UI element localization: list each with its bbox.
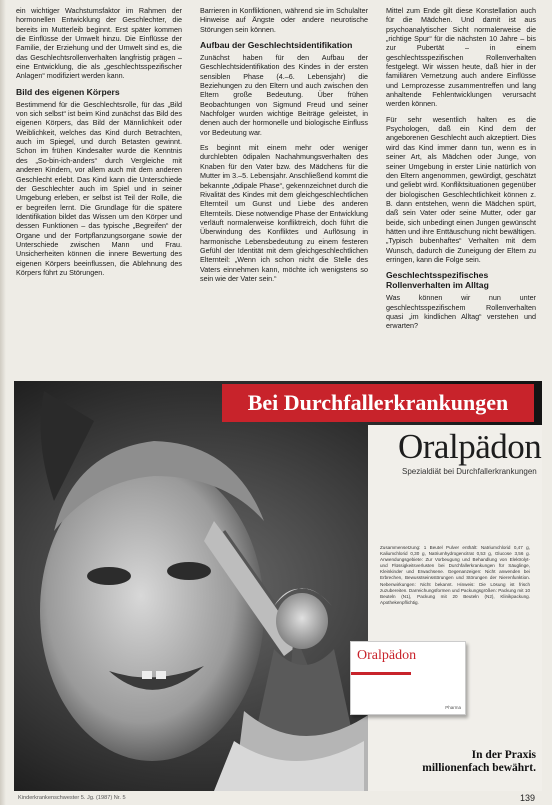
brand-logo: Oralpädon xyxy=(398,427,542,466)
text-column-right xyxy=(386,6,536,337)
paragraph: Was können wir nun unter geschlechtsspezifischem Rollenverhalten quasi „im kindlichen Alltag“ verstehen und erwarten? xyxy=(386,293,536,331)
paragraph: Für sehr wesentlich halten es die Psychologen, daß ein Kind dem der angeborenen Geschlecht auch akzeptiert. Dies wird das Kind immer dann tun, wenn es in seiner Art, als Mädchen oder Junge, von seiner Umgebung in erster Linie natürlich von den Eltern angenommen, gewürdigt, geschätzt und geliebt wird. Konfliktsituationen gegenüber der biologischen Geschlechtlichkeit können z. B. dann entstehen, wenn die Mädchen spürt, daß sein Vater oder seine Mutter, oder gar beide, sich unbedingt einen Jungen gewünscht hätten und ihre Enttäuschung nicht bewältigen. „Typisch bubenhaftes“ Verhalten mit dem Wunsch, dadurch die Zuneigung der Eltern zu erringen, kann die Folge sein. xyxy=(386,114,536,264)
paragraph: Mittel zum Ende gilt diese Konstellation auch für die Mädchen. Und damit ist aus psychoanalytischer Sicht normalerweise die „richtige Spur“ für die nächsten 10 Jahre – bis zur Pubertät – in einem geschlechtsspezifischen Rollenverhalten festgelegt. Wir wissen heute, daß hier in der familiären Vernetzung auch andere Einflüsse und Lernprozesse zusammentreffen und lang anhaltende Fehlentwicklungen verursacht werden können. xyxy=(386,6,536,109)
text-column-middle xyxy=(200,6,368,289)
brand-subtitle: Spezialdiät bei Durchfallerkrankungen xyxy=(402,467,537,476)
ad-slogan: In der Praxis millionenfach bewährt. xyxy=(422,749,536,774)
ad-headline: Bei Durchfallerkrankungen xyxy=(222,384,534,422)
footer-source: Kinderkrankenschwester 5. Jg. (1987) Nr. 5 xyxy=(18,795,126,801)
paragraph: Bestimmend für die Geschlechtsrolle, für das „Bild von sich selbst“ ist beim Kind zunächst das Bild des eigenen Körpers, das Bild der Männlichkeit oder Weiblichkeit, welches das Kind durch Betrachten, auch im Spiegel, und durch Betasten gewinnt. Schon im frühen Kindesalter wurde die Kenntnis des „So-bin-ich-anders“ durch Vergleiche mit anderen Kindern, vor allem auch mit dem anderen Geschlecht erlebt. Das Kind kann die Unterschiede der Geschlechter auch im Spiel und in seiner Umgebung erleben, er selbst ist Teil der Rolle, die er begreifen lernt. Die Grundlage für die spätere Identifikation bildet das Wissen um den Körper und dessen Funktionen – das typische „Begreifen“ der Organe und der Fortpflanzungsorgane sowie der Unterschiede zwischen Mann und Frau. Unsicherheiten können die innere Bewertung des eigenen Körpers beeinflussen, die Ablehnung des Körpers führt zu Störungen. xyxy=(16,99,182,277)
section-heading: Bild des eigenen Körpers xyxy=(16,86,120,97)
page-number: 139 xyxy=(520,793,536,803)
section-heading: Aufbau der Geschlechtsidentifikation xyxy=(200,40,353,51)
text-column-left xyxy=(16,6,182,283)
ad-product-panel xyxy=(357,425,542,791)
package-label: Pharma xyxy=(445,705,461,710)
section-heading: Geschlechtsspezifisches Rollenverhalten im Alltag xyxy=(386,270,489,291)
paragraph: ein wichtiger Wachstumsfaktor im Rahmen der hormonellen Entwicklung der Geschlechter, die bereits im Mutterleib beginnt. Erst später kommen die Einflüsse der Umwelt hinzu. Die Einflüsse der Familie, der Erziehung und der Umwelt sind es, die das Geschlechtsrollenverhalten langfristig prägen – eine Entwicklung, die als „geschlechtsspezifischer Anlagen“ modifiziert werden kann. xyxy=(16,6,182,81)
paragraph: Barrieren in Konfliktionen, während sie im Schulalter Hinweise auf Ängste oder andere neurotische Störungen sein können. xyxy=(200,6,368,34)
paragraph: Zunächst haben für den Aufbau der Geschlechtsidentifikation des Kindes in der ersten sensiblen Phase (4.–6. Lebensjahr) die Beziehungen zu den Eltern und auch zwischen den Eltern große Bedeutung. Über frühen Beobachtungen von Sigmund Freud und seiner Nachfolger wurden wichtige Beiträge geleistet, in denen auch der hormonelle und biologische Einfluss vor Bedeutung war. xyxy=(200,53,368,137)
page-edge-shadow xyxy=(0,0,6,805)
paragraph: Es beginnt mit einem mehr oder weniger durchlebten ödipalen Nachahmungsverhalten des Knaben für den Vater bzw. des Mädchens für die Mutter im 3.–5. Lebensjahr. Anschließend kommt die bekannte „ödipale Phase“, gekennzeichnet durch die Rivalität des Kindes mit dem gleichgeschlechtlichen Elternteil um Gunst und Liebe des anderen Elternteils. Diese notwendige Phase der Entwicklung verläuft normalerweise konfliktreich, doch führt die Überwindung des Konfliktes und Auflösung in harmonische Lebensbedeutung zu einem festeren Gefühl der Identität mit dem gleichgeschlechtlichen Elternteil: „Wenn ich schon nicht die Stelle des Vaters einnehmen kann, möchte ich wenigstens so sein wie der Vater sein.“ xyxy=(200,143,368,283)
product-package xyxy=(350,641,466,715)
advertisement xyxy=(14,381,542,791)
ad-fine-print: Zusammensetzung: 1 Beutel Pulver enthält: Natriumchlorid 0,47 g, Kaliumchlorid 0,30 g, Natriumhydrogencitrat 0,53 g, Glucose 3,56 g. Anwendungsgebiete: Zur Vorbeugung und Behandlung von Elektrolyt- und Flüssigkeitsverlusten bei Durchfallerkrankungen für Säuglinge, Kleinkinder und Erwachsene. Gegenanzeigen: Nicht anwenden bei Erbrechen, Bewusstseinsstörungen und Störungen der Nierenfunktion. Nebenwirkungen: Nicht bekannt. Hinweis: Die Lösung ist frisch zuzubereiten. Darreichungsformen und Packungsgrößen: Packung mit 10 Beuteln (N1), Packung mit 20 Beuteln (N2), Klinikpackung. Apothekenpflichtig. xyxy=(380,545,530,605)
package-brand: Oralpädon xyxy=(357,648,417,663)
package-stripe xyxy=(351,672,411,675)
